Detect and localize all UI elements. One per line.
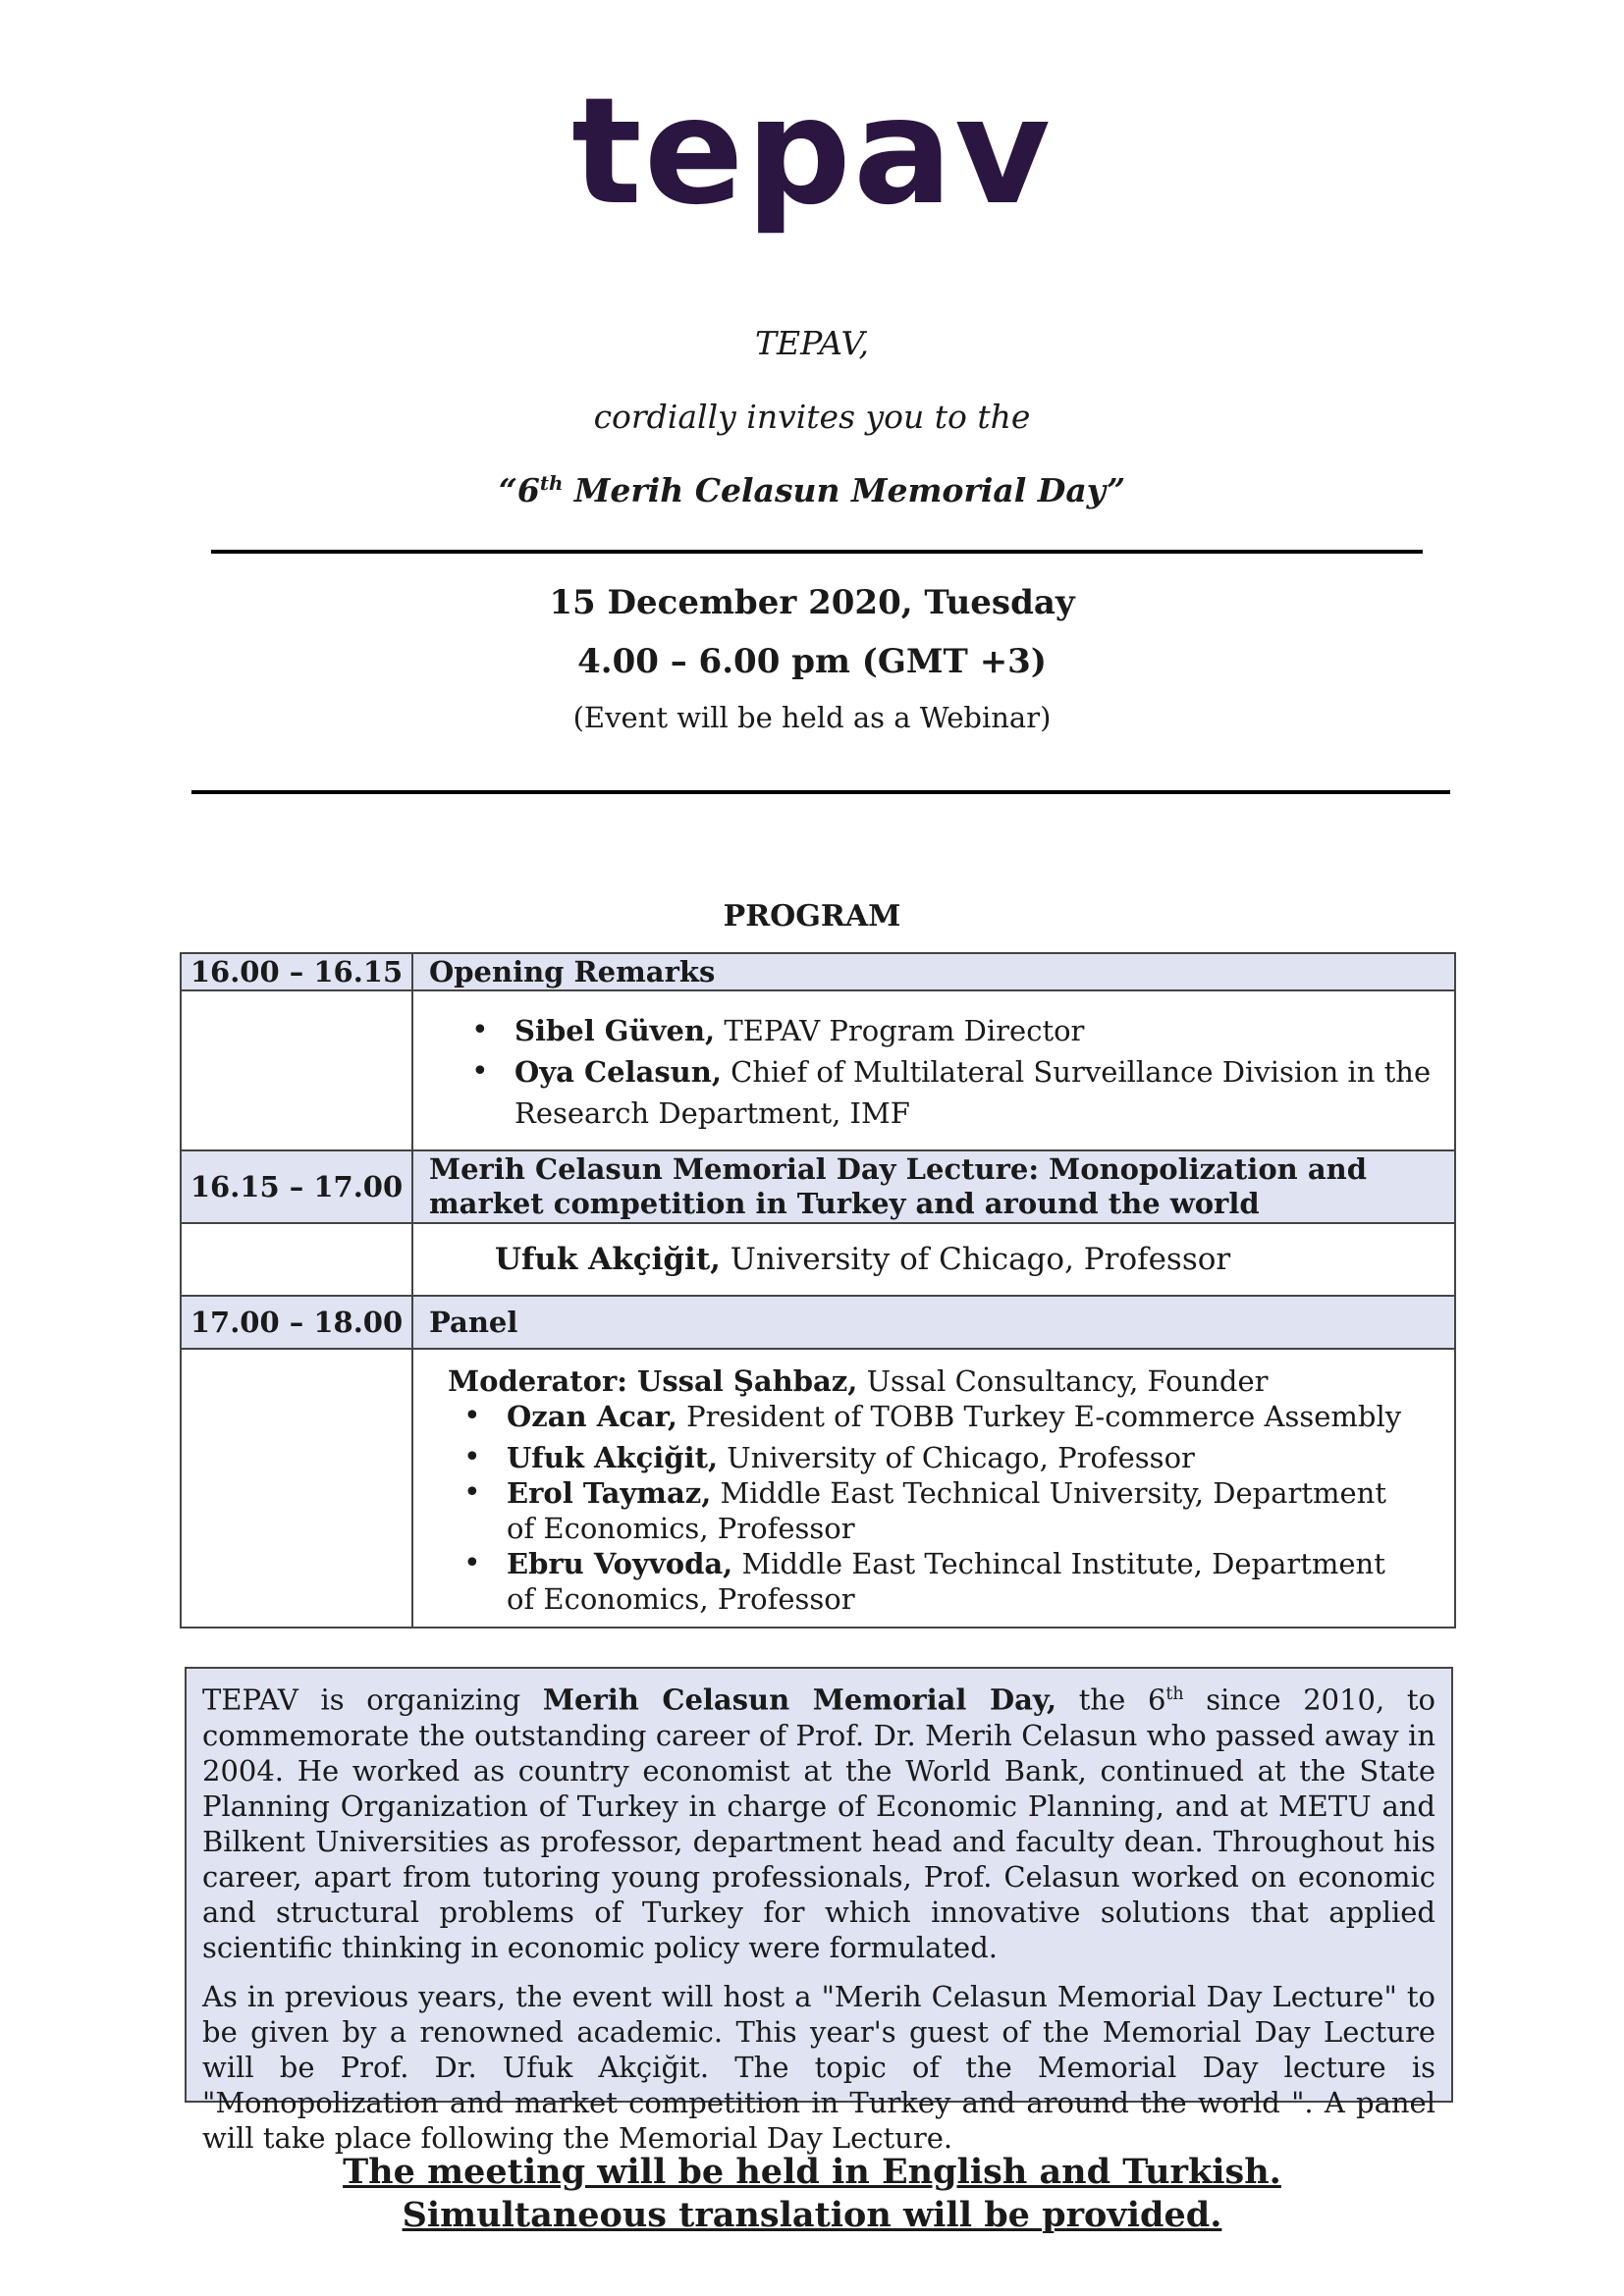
panel-members xyxy=(412,1349,1455,1628)
tepav-logo: tepav xyxy=(571,67,1053,238)
about-paragraph-1: TEPAV is organizing Merih Celasun Memorial Day, the 6th since 2010, to commemorate the outstanding career of Prof. Dr. Merih Celasun who passed away in 2004. He worked as country economist at the World Bank, continued at the State Planning Organization of Turkey in charge of Economic Planning, and at METU and Bilkent Universities as professor, department head and faculty dean. Throughout his career, apart from tutoring young professionals, Prof. Celasun worked on economic and structural problems of Turkey for which innovative solutions that applied scientific thinking in economic policy were formulated. xyxy=(202,1682,1435,1964)
panel-moderator: Moderator: Ussal Şahbaz, Ussal Consultancy, Founder xyxy=(448,1364,1269,1398)
about-box xyxy=(185,1667,1453,2155)
session-title: Panel xyxy=(412,1296,1455,1349)
session-row xyxy=(181,1150,1455,1223)
host-line: TEPAV, xyxy=(754,324,869,362)
list-item: • Ebru Voyvoda, Middle East Techincal Institute, Department of Economics, Professor xyxy=(507,1546,1415,1617)
session-time: 17.00 – 18.00 xyxy=(181,1296,412,1349)
session-detail-row xyxy=(181,1349,1455,1628)
list-item: • Ozan Acar, President of TOBB Turkey E-commerce Assembly xyxy=(507,1399,1415,1434)
bottom-divider xyxy=(191,790,1450,794)
session-time: 16.15 – 17.00 xyxy=(181,1150,412,1223)
session-speakers xyxy=(412,990,1455,1150)
empty-time-cell xyxy=(181,990,412,1150)
list-item: • Ufuk Akçiğit, University of Chicago, Professor xyxy=(507,1440,1415,1475)
program-heading: PROGRAM xyxy=(723,899,901,934)
session-detail-row xyxy=(181,990,1455,1150)
list-item: • Erol Taymaz, Middle East Technical University, Department of Economics, Professor xyxy=(507,1475,1415,1546)
about-paragraph-2: As in previous years, the event will host a "Merih Celasun Memorial Day Lecture" to be given by a renowned academic. This year's guest of the Memorial Day Lecture will be Prof. Dr. Ufuk Akçiğit. The topic of the Memorial Day lecture is "Monopolization and market competition in Turkey and around the world ". A panel will take place following the Memorial Day Lecture. xyxy=(202,1979,1435,2155)
session-detail-row xyxy=(181,1223,1455,1296)
top-divider xyxy=(211,550,1423,554)
language-notice: The meeting will be held in English and Turkish. xyxy=(343,2152,1281,2192)
translation-notice: Simultaneous translation will be provided. xyxy=(402,2195,1222,2235)
event-date: 15 December 2020, Tuesday xyxy=(549,583,1075,622)
event-time: 4.00 – 6.00 pm (GMT +3) xyxy=(577,642,1047,681)
list-item: • Oya Celasun, Chief of Multilateral Surveillance Division in the Research Department, IMF xyxy=(514,1051,1454,1134)
empty-time-cell xyxy=(181,1349,412,1628)
session-title: Opening Remarks xyxy=(412,953,1455,990)
session-row xyxy=(181,953,1455,990)
lecture-speaker: Ufuk Akçiğit, University of Chicago, Professor xyxy=(412,1223,1455,1296)
session-title: Merih Celasun Memorial Day Lecture: Monopolization and market competition in Turkey and around the world xyxy=(412,1150,1455,1223)
session-time: 16.00 – 16.15 xyxy=(181,953,412,990)
session-row xyxy=(181,1296,1455,1349)
program-table xyxy=(180,952,1456,1629)
empty-time-cell xyxy=(181,1223,412,1296)
invite-line: cordially invites you to the xyxy=(593,398,1031,436)
event-format-note: (Event will be held as a Webinar) xyxy=(572,701,1052,734)
list-item: • Sibel Güven, TEPAV Program Director xyxy=(514,1010,1454,1051)
event-title: “6th Merih Celasun Memorial Day” xyxy=(498,471,1126,509)
